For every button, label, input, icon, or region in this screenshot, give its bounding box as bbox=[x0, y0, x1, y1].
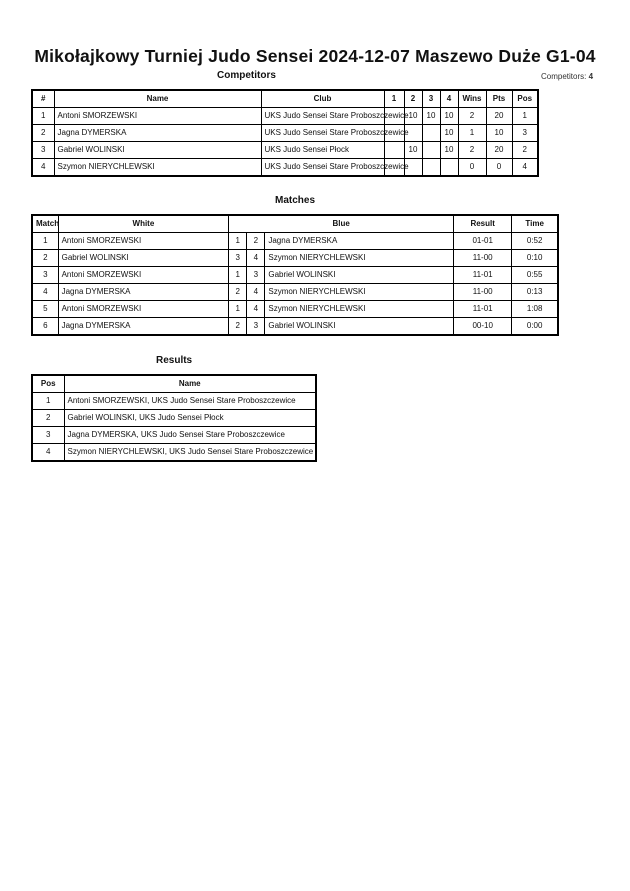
result-pos: 2 bbox=[32, 410, 64, 427]
match-result: 11-01 bbox=[454, 267, 512, 284]
competitor-number: 3 bbox=[32, 142, 54, 159]
competitor-pos: 2 bbox=[512, 142, 538, 159]
blue-seed: 3 bbox=[247, 267, 265, 284]
competitor-number: 2 bbox=[32, 125, 54, 142]
match-result: 11-00 bbox=[454, 250, 512, 267]
white-seed: 1 bbox=[229, 301, 247, 318]
match-time: 0:00 bbox=[512, 318, 558, 336]
match-row bbox=[32, 284, 558, 301]
competitor-club: UKS Judo Sensei Stare Proboszczewice bbox=[261, 108, 384, 125]
competitor-number: 1 bbox=[32, 108, 54, 125]
competitors-heading: Competitors bbox=[217, 70, 276, 81]
competitor-pos: 3 bbox=[512, 125, 538, 142]
result-pos: 1 bbox=[32, 393, 64, 410]
competitor-pos: 4 bbox=[512, 159, 538, 177]
blue-seed: 4 bbox=[247, 250, 265, 267]
col-header-blue: Blue bbox=[229, 215, 454, 233]
competitor-row bbox=[32, 108, 538, 125]
result-row bbox=[32, 444, 316, 462]
match-number: 5 bbox=[32, 301, 58, 318]
competitor-name: Jagna DYMERSKA bbox=[54, 125, 261, 142]
result-name: Szymon NIERYCHLEWSKI, UKS Judo Sensei Stare Proboszczewice bbox=[64, 444, 316, 462]
competitors-header-row bbox=[32, 90, 538, 108]
competitor-name: Antoni SMORZEWSKI bbox=[54, 108, 261, 125]
col-header-number: # bbox=[32, 90, 54, 108]
blue-player: Szymon NIERYCHLEWSKI bbox=[265, 301, 454, 318]
competitor-pts: 10 bbox=[486, 125, 512, 142]
match-result: 00-10 bbox=[454, 318, 512, 336]
col-header-vs-2: 2 bbox=[404, 90, 422, 108]
competitor-pts: 0 bbox=[486, 159, 512, 177]
white-seed: 3 bbox=[229, 250, 247, 267]
competitor-wins: 2 bbox=[458, 142, 486, 159]
match-result: 01-01 bbox=[454, 233, 512, 250]
col-header-vs-3: 3 bbox=[422, 90, 440, 108]
competitor-wins: 0 bbox=[458, 159, 486, 177]
match-number: 1 bbox=[32, 233, 58, 250]
white-player: Antoni SMORZEWSKI bbox=[58, 301, 229, 318]
result-name: Jagna DYMERSKA, UKS Judo Sensei Stare Proboszczewice bbox=[64, 427, 316, 444]
match-time: 0:52 bbox=[512, 233, 558, 250]
match-time: 0:13 bbox=[512, 284, 558, 301]
score-vs-1 bbox=[384, 142, 404, 159]
results-table bbox=[31, 374, 317, 462]
score-vs-3 bbox=[422, 159, 440, 177]
col-header-match: Match bbox=[32, 215, 58, 233]
competitor-pts: 20 bbox=[486, 142, 512, 159]
competitor-wins: 1 bbox=[458, 125, 486, 142]
blue-seed: 2 bbox=[247, 233, 265, 250]
white-seed: 1 bbox=[229, 233, 247, 250]
match-time: 1:08 bbox=[512, 301, 558, 318]
white-seed: 2 bbox=[229, 318, 247, 336]
competitor-name: Gabriel WOLINSKI bbox=[54, 142, 261, 159]
competitor-pos: 1 bbox=[512, 108, 538, 125]
competitors-table bbox=[31, 89, 539, 177]
match-row bbox=[32, 318, 558, 336]
competitor-row bbox=[32, 125, 538, 142]
col-header-club: Club bbox=[261, 90, 384, 108]
blue-player: Gabriel WOLINSKI bbox=[265, 318, 454, 336]
match-row bbox=[32, 250, 558, 267]
competitor-wins: 2 bbox=[458, 108, 486, 125]
match-time: 0:55 bbox=[512, 267, 558, 284]
result-pos: 4 bbox=[32, 444, 64, 462]
white-player: Jagna DYMERSKA bbox=[58, 284, 229, 301]
match-number: 4 bbox=[32, 284, 58, 301]
match-row bbox=[32, 267, 558, 284]
col-header-result: Result bbox=[454, 215, 512, 233]
match-time: 0:10 bbox=[512, 250, 558, 267]
match-row bbox=[32, 301, 558, 318]
blue-player: Jagna DYMERSKA bbox=[265, 233, 454, 250]
page-title: Mikołajkowy Turniej Judo Sensei 2024-12-07 Maszewo Duże G1-04 bbox=[34, 46, 596, 66]
col-header-vs-1: 1 bbox=[384, 90, 404, 108]
col-header-result-name: Name bbox=[64, 375, 316, 393]
score-vs-4 bbox=[440, 159, 458, 177]
blue-seed: 4 bbox=[247, 301, 265, 318]
white-player: Antoni SMORZEWSKI bbox=[58, 267, 229, 284]
result-row bbox=[32, 427, 316, 444]
blue-player: Szymon NIERYCHLEWSKI bbox=[265, 250, 454, 267]
match-row bbox=[32, 233, 558, 250]
blue-seed: 3 bbox=[247, 318, 265, 336]
result-name: Antoni SMORZEWSKI, UKS Judo Sensei Stare Proboszczewice bbox=[64, 393, 316, 410]
competitor-row bbox=[32, 159, 538, 177]
col-header-time: Time bbox=[512, 215, 558, 233]
results-header-row bbox=[32, 375, 316, 393]
score-vs-3 bbox=[422, 125, 440, 142]
match-number: 6 bbox=[32, 318, 58, 336]
result-pos: 3 bbox=[32, 427, 64, 444]
score-vs-4: 10 bbox=[440, 125, 458, 142]
white-player: Antoni SMORZEWSKI bbox=[58, 233, 229, 250]
competitors-count-value: 4 bbox=[588, 72, 594, 81]
score-vs-3 bbox=[422, 142, 440, 159]
matches-heading: Matches bbox=[275, 195, 316, 206]
white-seed: 2 bbox=[229, 284, 247, 301]
blue-player: Gabriel WOLINSKI bbox=[265, 267, 454, 284]
competitor-club: UKS Judo Sensei Stare Proboszczewice bbox=[261, 125, 384, 142]
col-header-pts: Pts bbox=[486, 90, 512, 108]
blue-seed: 4 bbox=[247, 284, 265, 301]
col-header-name: Name bbox=[54, 90, 261, 108]
result-row bbox=[32, 410, 316, 427]
white-player: Gabriel WOLINSKI bbox=[58, 250, 229, 267]
col-header-result-pos: Pos bbox=[32, 375, 64, 393]
competitor-club: UKS Judo Sensei Stare Proboszczewice bbox=[261, 159, 384, 177]
score-vs-4: 10 bbox=[440, 108, 458, 125]
match-number: 2 bbox=[32, 250, 58, 267]
col-header-vs-4: 4 bbox=[440, 90, 458, 108]
col-header-white: White bbox=[58, 215, 229, 233]
white-seed: 1 bbox=[229, 267, 247, 284]
score-vs-3: 10 bbox=[422, 108, 440, 125]
match-result: 11-01 bbox=[454, 301, 512, 318]
matches-table bbox=[31, 214, 559, 336]
competitor-name: Szymon NIERYCHLEWSKI bbox=[54, 159, 261, 177]
col-header-wins: Wins bbox=[458, 90, 486, 108]
col-header-pos: Pos bbox=[512, 90, 538, 108]
match-result: 11-00 bbox=[454, 284, 512, 301]
result-row bbox=[32, 393, 316, 410]
white-player: Jagna DYMERSKA bbox=[58, 318, 229, 336]
score-vs-4: 10 bbox=[440, 142, 458, 159]
results-heading: Results bbox=[156, 355, 193, 366]
blue-player: Szymon NIERYCHLEWSKI bbox=[265, 284, 454, 301]
competitor-pts: 20 bbox=[486, 108, 512, 125]
match-number: 3 bbox=[32, 267, 58, 284]
score-vs-2: 10 bbox=[404, 142, 422, 159]
competitor-row bbox=[32, 142, 538, 159]
result-name: Gabriel WOLINSKI, UKS Judo Sensei Płock bbox=[64, 410, 316, 427]
matches-header-row bbox=[32, 215, 558, 233]
competitors-count-label: Competitors: bbox=[541, 72, 587, 81]
score-vs-2: 10 bbox=[404, 108, 422, 125]
competitor-number: 4 bbox=[32, 159, 54, 177]
competitors-count bbox=[541, 72, 593, 81]
competitor-club: UKS Judo Sensei Płock bbox=[261, 142, 384, 159]
